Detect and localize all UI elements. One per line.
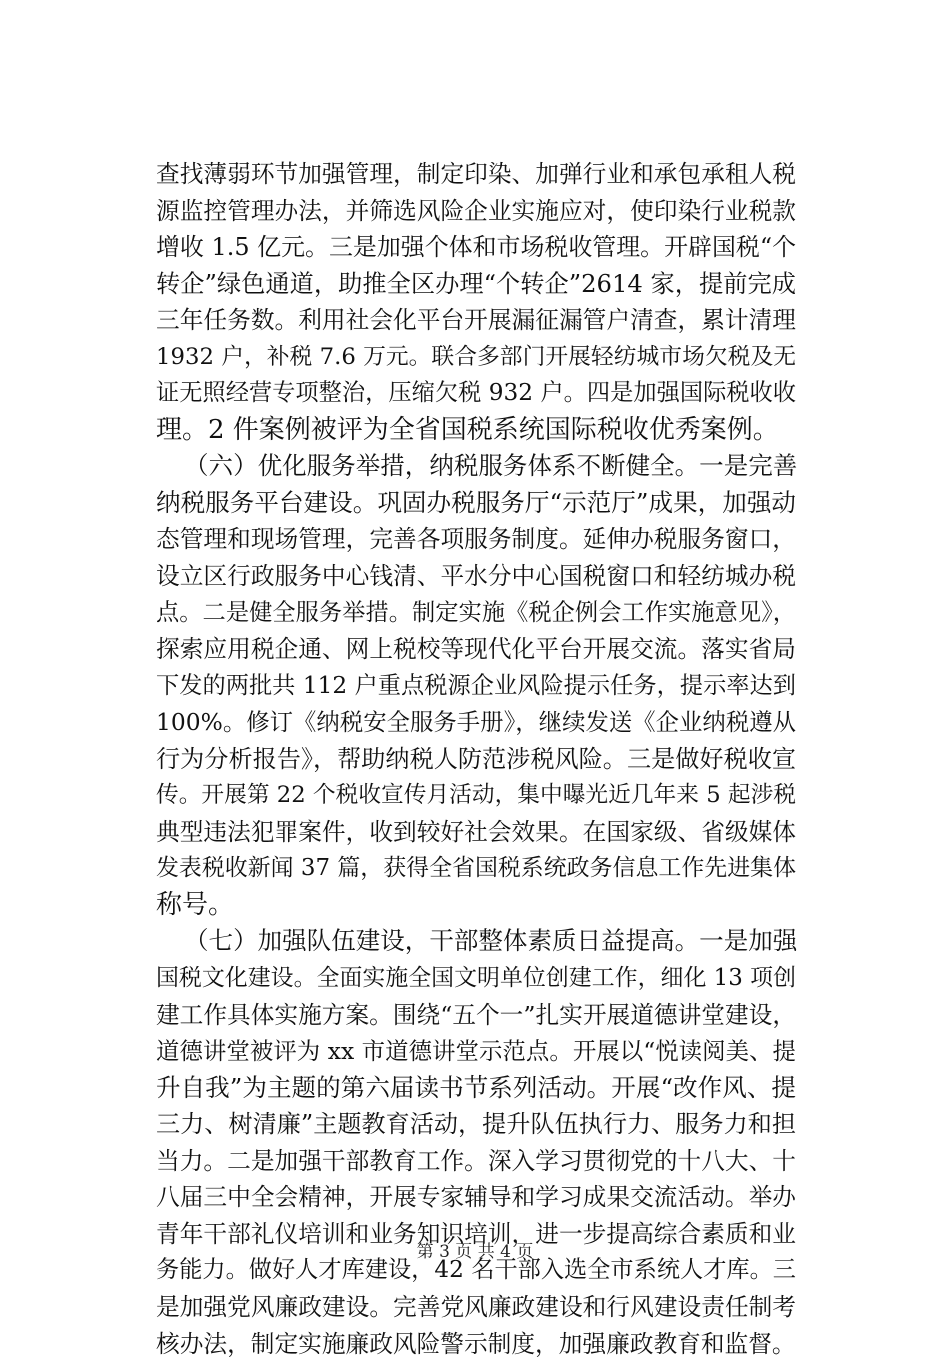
text-line: 行为分析报告》，帮助纳税人防范涉税风险。三是做好税收宣 [156,741,796,778]
text-line: 青年干部礼仪培训和业务知识培训，进一步提高综合素质和业 [156,1216,796,1253]
text-line: 1932 户，补税 7.6 万元。联合多部门开展轻纺城市场欠税及无 [156,339,796,376]
text-line: 下发的两批共 112 户重点税源企业风险提示任务，提示率达到 [156,668,796,705]
text-line: 是加强党风廉政建设。完善党风廉政建设和行风建设责任制考 [156,1289,796,1326]
text-line: 八届三中全会精神，开展专家辅导和学习成果交流活动。举办 [156,1179,796,1216]
text-line: 态管理和现场管理，完善各项服务制度。延伸办税服务窗口， [156,521,796,558]
text-line: 发表税收新闻 37 篇，获得全省国税系统政务信息工作先进集体 [156,850,796,887]
text-line: 核办法，制定实施廉政风险警示制度，加强廉政教育和监督。 [156,1326,796,1362]
text-line: 建工作具体实施方案。围绕“五个一”扎实开展道德讲堂建设， [156,997,796,1034]
text-line: 三力、树清廉”主题教育活动，提升队伍执行力、服务力和担 [156,1106,796,1143]
page-number-footer: 第 3 页 共 4 页 [0,1240,950,1264]
text-line: 国税文化建设。全面实施全国文明单位创建工作，细化 13 项创 [156,960,796,997]
text-line: 当力。二是加强干部教育工作。深入学习贯彻党的十八大、十 [156,1143,796,1180]
text-line: 查找薄弱环节加强管理，制定印染、加弹行业和承包承租人税 [156,156,796,193]
body-text [156,156,796,1362]
paragraph-seven-heading-line: （七）加强队伍建设，干部整体素质日益提高。一是加强 [156,923,796,960]
text-line: 纳税服务平台建设。巩固办税服务厅“示范厅”成果，加强动 [156,485,796,522]
text-line: 传。开展第 22 个税收宣传月活动，集中曝光近几年来 5 起涉税 [156,777,796,814]
text-line: 称号。 [156,887,796,924]
text-line: 探索应用税企通、网上税校等现代化平台开展交流。落实省局 [156,631,796,668]
text-line: 道德讲堂被评为 xx 市道德讲堂示范点。开展以“悦读阅美、提 [156,1033,796,1070]
text-line: 增收 1.5 亿元。三是加强个体和市场税收管理。开辟国税“个 [156,229,796,266]
text-line: 三年任务数。利用社会化平台开展漏征漏管户清查，累计清理 [156,302,796,339]
text-line: 100%。修订《纳税安全服务手册》，继续发送《企业纳税遵从 [156,704,796,741]
text-line: 点。二是健全服务举措。制定实施《税企例会工作实施意见》， [156,595,796,632]
text-line: 证无照经营专项整治，压缩欠税 932 户。四是加强国际税收收 [156,375,796,412]
text-line: 理。2 件案例被评为全省国税系统国际税收优秀案例。 [156,412,796,449]
text-line: 典型违法犯罪案件，收到较好社会效果。在国家级、省级媒体 [156,814,796,851]
text-line: 务能力。做好人才库建设，42 名干部入选全市系统人才库。三 [156,1252,796,1289]
text-line: 升自我”为主题的第六届读书节系列活动。开展“改作风、提 [156,1070,796,1107]
text-line: 设立区行政服务中心钱清、平水分中心国税窗口和轻纺城办税 [156,558,796,595]
paragraph-six-heading-line: （六）优化服务举措，纳税服务体系不断健全。一是完善 [156,448,796,485]
text-line: 源监控管理办法，并筛选风险企业实施应对，使印染行业税款 [156,193,796,230]
text-line: 转企”绿色通道，助推全区办理“个转企”2614 家，提前完成 [156,266,796,303]
